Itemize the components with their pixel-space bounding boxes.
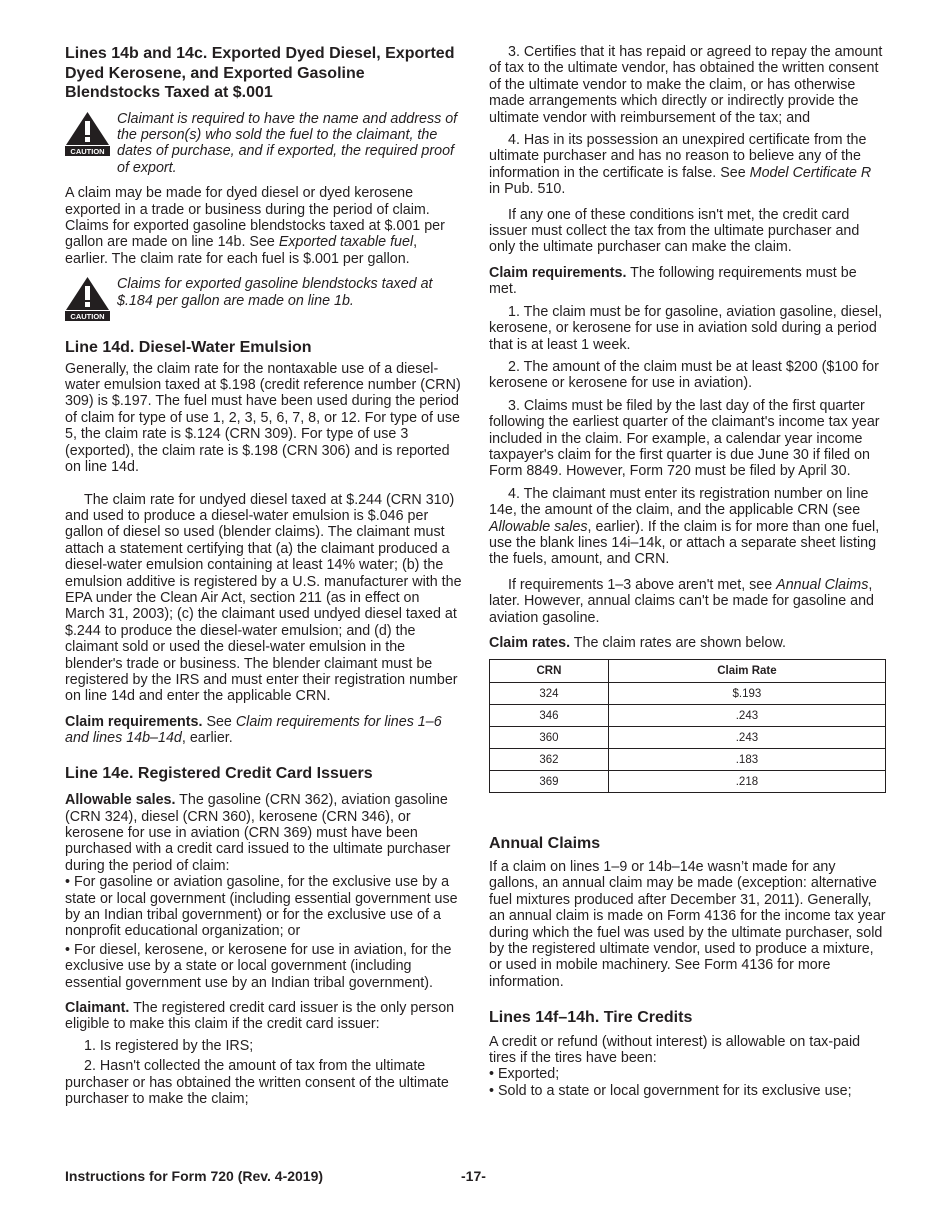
table-cell-rate: .183 (608, 749, 885, 771)
claimant-condition-3: 3. Certifies that it has repaid or agreed to repay the amount of tax to the ultimate vendor, has obtained the written consent of the ultimate vendor to make the claim, or has otherwise made arrangements which directly or indirectly provide the ultimate vendor with reimbursement of the tax; and (489, 44, 883, 126)
page-number: -17- (461, 1168, 486, 1184)
paragraph-allowable-sales: Allowable sales. The gasoline (CRN 362), aviation gasoline (CRN 324), diesel (CRN 360), kerosene (CRN 346), or kerosene for use in aviation (CRN 369) must have been purchased with a credit card issued to the ultimate purchaser during the period of claim: (65, 792, 451, 874)
table-cell-crn: 346 (490, 705, 609, 727)
paragraph-claimant: Claimant. The registered credit card issuer is the only person eligible to make this claim if the credit card issuer: (65, 999, 455, 1033)
bullet-diesel: • For diesel, kerosene, or kerosene for use in aviation, for the exclusive use by a state or local government (including essential government use by an Indian tribal government). (65, 941, 452, 991)
table-cell-rate: .243 (608, 705, 885, 727)
requirement-4: 4. The claimant must enter its registration number on line 14e, the amount of the claim, and the applicable CRN (see Allowable sales, earlier). If the claim is for more than one fuel, use the blank lines 14i–14k, or attach a separate sheet listing the fuels, amount, and CRN. (489, 485, 880, 568)
table-row (490, 683, 886, 705)
paragraph-blender-claims: The claim rate for undyed diesel taxed at $.244 (CRN 310) and used to produce a diesel-water emulsion is $.046 per gallon of diesel so used (blender claims). The claimant must attach a statement certifying that (a) the claimant produced a diesel-water emulsion containing at least 14% water; (b) the emulsion additive is registered by a U.S. manufacturer with the EPA under the Clean Air Act, section 211 (as in effect on March 31, 2003); (c) the claimant used undyed diesel taxed at $.244 to produce the diesel-water emulsion; and (d) the claimant sold or used the diesel-water emulsion in the blender's trade or business. The blender claimant must be registered by the IRS and must enter their registration number on line 14d and enter the applicable CRN. (65, 491, 462, 705)
caution-icon (65, 111, 110, 156)
paragraph-claim-rates: Claim rates. The claim rates are shown below. (489, 635, 786, 651)
requirement-1: 1. The claim must be for gasoline, aviation gasoline, diesel, kerosene, or kerosene for use in aviation sold during a period that is at least 1 week. (489, 303, 883, 353)
table-header-crn: CRN (490, 660, 609, 683)
requirement-2: 2. The amount of the claim must be at least $200 ($100 for kerosene or kerosene for use in aviation). (489, 358, 879, 392)
claim-rates-table (489, 659, 886, 793)
bullet-state-local: • Sold to a state or local government for its exclusive use; (489, 1082, 852, 1099)
footer-form-title: Instructions for Form 720 (Rev. 4-2019) (65, 1168, 324, 1184)
heading-line-14d: Line 14d. Diesel-Water Emulsion (65, 339, 312, 357)
caution-note-2 (65, 276, 462, 321)
svg-text:CAUTION: CAUTION (70, 146, 105, 156)
bullet-gasoline: • For gasoline or aviation gasoline, for the exclusive use by a state or local government (including essential government use by an Indian tribal government) or for the exclusive use of a nonprofit educational organization; or (65, 874, 458, 940)
table-row (490, 727, 886, 749)
paragraph-claim-requirements-14e: Claim requirements. The following requirements must be met. (489, 264, 857, 298)
table-cell-crn: 369 (490, 771, 609, 793)
paragraph-exported-dyed: A claim may be made for dyed diesel or dyed kerosene exported in a trade or business during the period of claim. Claims for exported gasoline blendstocks taxed at $.001 per gallon are made on line 14b. See Exported taxable fuel, earlier. The claim rate for each fuel is $.001 per gallon. (65, 185, 445, 267)
requirement-3: 3. Claims must be filed by the last day of the first quarter following the earliest quarter of the claimant's income tax year included in the claim. For example, a calendar year income taxpayer's claim for the first quarter is due June 30 if filed on Form 8849. However, Form 720 must be filed by April 30. (489, 397, 880, 480)
bullet-exported: • Exported; (489, 1066, 560, 1083)
table-header-row (490, 660, 886, 683)
table-row (490, 771, 886, 793)
table-cell-rate: .218 (608, 771, 885, 793)
paragraph-claim-requirements-14d: Claim requirements. See Claim requirements for lines 1–6 and lines 14b–14d, earlier. (65, 713, 442, 747)
table-header-claim-rate: Claim Rate (608, 660, 885, 683)
caution-text-1: Claimant is required to have the name and address of the person(s) who sold the fuel to the claimant, the dates of purchase, and if exported, the required proof of export. (117, 110, 458, 176)
heading-lines-14b-14c: Lines 14b and 14c. Exported Dyed Diesel, Exported Dyed Kerosene, and Exported Gasoline Blendstocks Taxed at $.001 (65, 45, 455, 101)
paragraph-tire-credits: A credit or refund (without interest) is allowable on tax-paid tires if the tires have been: (489, 1033, 861, 1067)
caution-icon (65, 276, 110, 321)
left-column (65, 44, 462, 1111)
table-row (490, 749, 886, 771)
heading-annual-claims: Annual Claims (489, 835, 601, 853)
svg-text:CAUTION: CAUTION (70, 312, 105, 322)
table-cell-crn: 324 (490, 683, 609, 705)
table-cell-rate: .243 (608, 727, 885, 749)
caution-note-1 (65, 111, 462, 177)
paragraph-requirements-not-met: If requirements 1–3 above aren't met, see Annual Claims, later. However, annual claims can't be made for gasoline and aviation gasoline. (489, 576, 874, 626)
heading-tire-credits: Lines 14f–14h. Tire Credits (489, 1009, 693, 1027)
paragraph-conditions-not-met: If any one of these conditions isn't met, the credit card issuer must collect the tax from the ultimate purchaser and only the ultimate purchaser can make the claim. (489, 206, 860, 256)
heading-line-14e: Line 14e. Registered Credit Card Issuers (65, 764, 373, 782)
table-cell-rate: $.193 (608, 683, 885, 705)
caution-text-2: Claims for exported gasoline blendstocks taxed at $.184 per gallon are made on line 1b. (117, 276, 433, 309)
right-column (489, 44, 886, 1099)
table-cell-crn: 360 (490, 727, 609, 749)
paragraph-annual-claims: If a claim on lines 1–9 or 14b–14e wasn’t made for any gallons, an annual claim may be made (exception: alternative fuel mixtures produced after December 31, 2011). Generally, an annual claim is made on Form 4136 for the income tax year during which the fuel was used by the ultimate purchaser, sold by the registered ultimate vendor, used to produce a mixture, or used in mobile machinery. See Form 4136 for more information. (489, 858, 886, 990)
table-cell-crn: 362 (490, 749, 609, 771)
claimant-condition-2: 2. Hasn't collected the amount of tax from the ultimate purchaser or has obtained the written consent of the ultimate purchaser to make the claim; (65, 1058, 449, 1107)
claimant-condition-1: 1. Is registered by the IRS; (84, 1037, 254, 1054)
table-row (490, 705, 886, 727)
claimant-condition-4: 4. Has in its possession an unexpired certificate from the ultimate purchaser and has no reason to believe any of the information in the certificate is false. See Model Certificate R in Pub. 510. (489, 132, 872, 198)
paragraph-emulsion-rate: Generally, the claim rate for the nontaxable use of a diesel-water emulsion taxed at $.198 (credit reference number (CRN) 309) is $.197. The fuel must have been used during the period of claim for type of use 1, 2, 3, 5, 6, 7, 8, or 12. For type of use 5, the claim rate is $.124 (CRN 309). For type of use 3 (exported), the claim rate is $.198 (CRN 306) and is reported on line 14d. (65, 360, 461, 476)
